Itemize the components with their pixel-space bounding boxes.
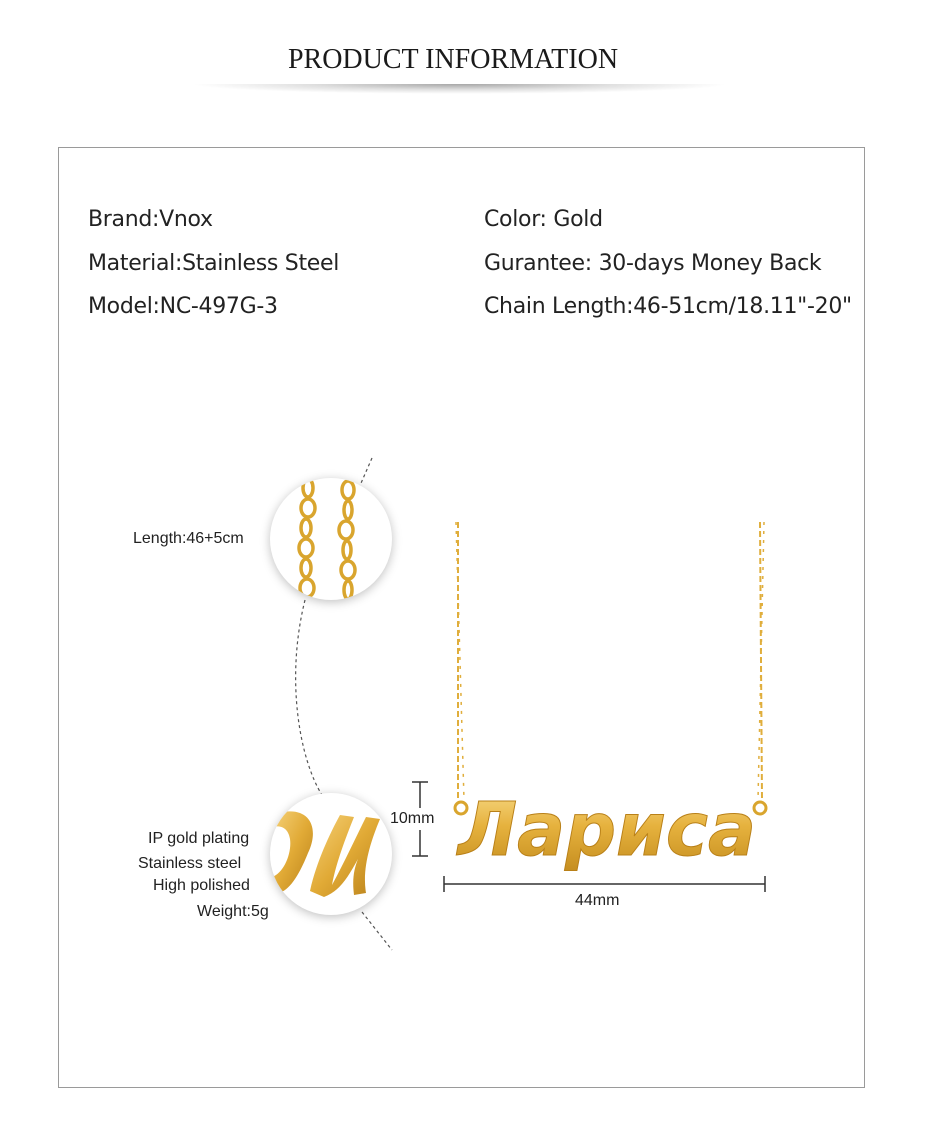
pendant-closeup-icon xyxy=(270,793,392,915)
height-dimension-label: 10mm xyxy=(390,810,435,827)
width-dimension-label: 44mm xyxy=(575,892,620,909)
length-label: Length:46+5cm xyxy=(133,530,244,547)
spec-guarantee: Gurantee: 30-days Money Back xyxy=(484,251,822,276)
spec-chain-length: Chain Length:46-51cm/18.11"-20" xyxy=(484,294,852,319)
title-shadow xyxy=(190,84,730,94)
pendant-name-text: Лариса xyxy=(456,787,756,873)
chain-closeup-icon xyxy=(270,478,392,600)
steel-label: Stainless steel xyxy=(138,855,242,872)
product-info-panel xyxy=(58,147,865,1088)
chain-closeup xyxy=(270,478,392,600)
weight-label: Weight:5g xyxy=(197,903,269,920)
spec-model: Model:NC-497G-3 xyxy=(88,294,278,319)
plating-label: IP gold plating xyxy=(148,830,250,847)
spec-material: Material:Stainless Steel xyxy=(88,251,340,276)
pendant-closeup xyxy=(270,793,392,915)
page-title: PRODUCT INFORMATION xyxy=(287,44,619,75)
polish-label: High polished xyxy=(153,877,250,894)
section-header xyxy=(0,0,930,110)
spec-color: Color: Gold xyxy=(484,207,603,232)
spec-brand: Brand:Vnox xyxy=(88,207,213,232)
